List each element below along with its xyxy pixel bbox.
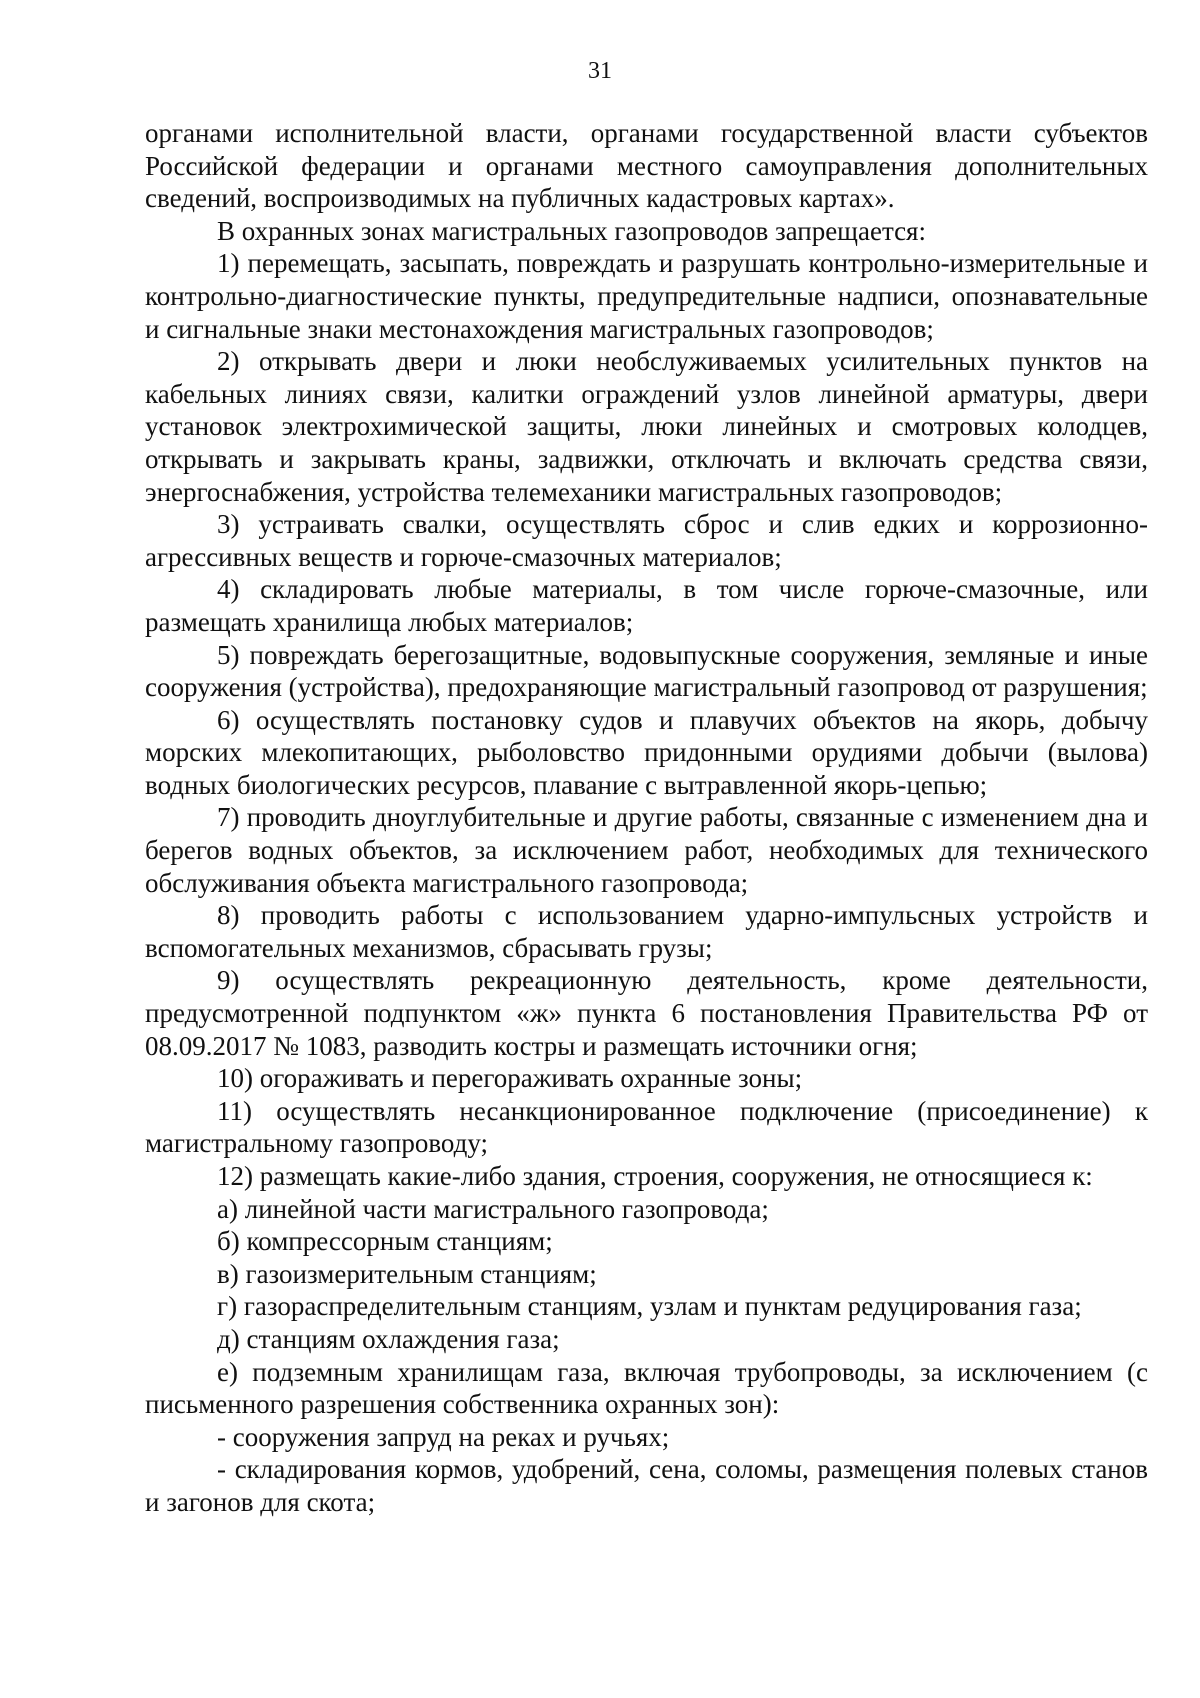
sub-item-b: б) компрессорным станциям; (217, 1226, 553, 1257)
dash-item-2: - складирования кормов, удобрений, сена, соломы, размещения полевых станов и загонов для скота; (145, 1454, 1148, 1517)
sub-item-g: г) газораспределительным станциям, узлам и пунктам редуцирования газа; (217, 1291, 1082, 1322)
list-item-7: 7) проводить дноуглубительные и другие работы, связанные с изменением дна и берегов водных объектов, за исключением работ, необходимых для технического обслуживания объекта магистрального газопровода; (145, 802, 1148, 898)
list-item-9: 9) осуществлять рекреационную деятельность, кроме деятельности, предусмотренной подпунктом «ж» пункта 6 постановления Правительства РФ от 08.09.2017 № 1083, разводить костры и размещать источники огня; (145, 965, 1148, 1061)
list-item-5: 5) повреждать берегозащитные, водовыпускные сооружения, земляные и иные сооружения (устройства), предохраняющие магистральный газопровод от разрушения; (145, 639, 1148, 703)
list-item-4: 4) складировать любые материалы, в том числе горюче-смазочные, или размещать хранилища любых материалов; (145, 574, 1148, 637)
list-item-6: 6) осуществлять постановку судов и плавучих объектов на якорь, добычу морских млекопитающих, рыболовство придонными орудиями добычи (вылова) водных биологических ресурсов, плавание с вытравленной якорь-цепью; (145, 704, 1148, 800)
list-item-3: 3) устраивать свалки, осуществлять сброс и слив едких и коррозионно-агрессивных веществ и горюче-смазочных материалов; (145, 509, 1148, 572)
list-item-12: 12) размещать какие-либо здания, строения, сооружения, не относящиеся к: (217, 1161, 1093, 1191)
sub-item-e: е) подземным хранилищам газа, включая трубопроводы, за исключением (с письменного разрешения собственника охранных зон): (145, 1356, 1148, 1420)
list-item-10: 10) огораживать и перегораживать охранные зоны; (217, 1063, 803, 1094)
list-item-8: 8) проводить работы с использованием ударно-импульсных устройств и вспомогательных механизмов, сбрасывать грузы; (145, 900, 1148, 963)
list-item-1: 1) перемещать, засыпать, повреждать и разрушать контрольно-измерительные и контрольно-диагностические пункты, предупредительные надписи, опознавательные и сигнальные знаки местонахождения магистральных газопроводов; (145, 248, 1148, 344)
list-item-2: 2) открывать двери и люки необслуживаемых усилительных пунктов на кабельных линиях связи, калитки ограждений узлов линейной арматуры, двери установок электрохимической защиты, люки линейных и смотровых колодцев, открывать и закрывать краны, задвижки, отключать и включать средства связи, энергоснабжения, устройства телемеханики магистральных газопроводов; (145, 346, 1148, 507)
document-body (145, 117, 1148, 1519)
sub-item-a: а) линейной части магистрального газопровода; (217, 1193, 769, 1224)
list-item-11: 11) осуществлять несанкционированное подключение (присоединение) к магистральному газопроводу; (145, 1095, 1148, 1159)
paragraph-continuation: органами исполнительной власти, органами государственной власти субъектов Российской федерации и органами местного самоуправления дополнительных сведений, воспроизводимых на публичных кадастровых картах». (145, 118, 1148, 214)
sub-item-d: д) станциям охлаждения газа; (217, 1323, 560, 1354)
page-number: 31 (588, 58, 612, 84)
sub-item-v: в) газоизмерительным станциям; (217, 1258, 597, 1289)
paragraph-intro: В охранных зонах магистральных газопроводов запрещается: (217, 215, 926, 246)
dash-item-1: - сооружения запруд на реках и ручьях; (217, 1421, 670, 1452)
